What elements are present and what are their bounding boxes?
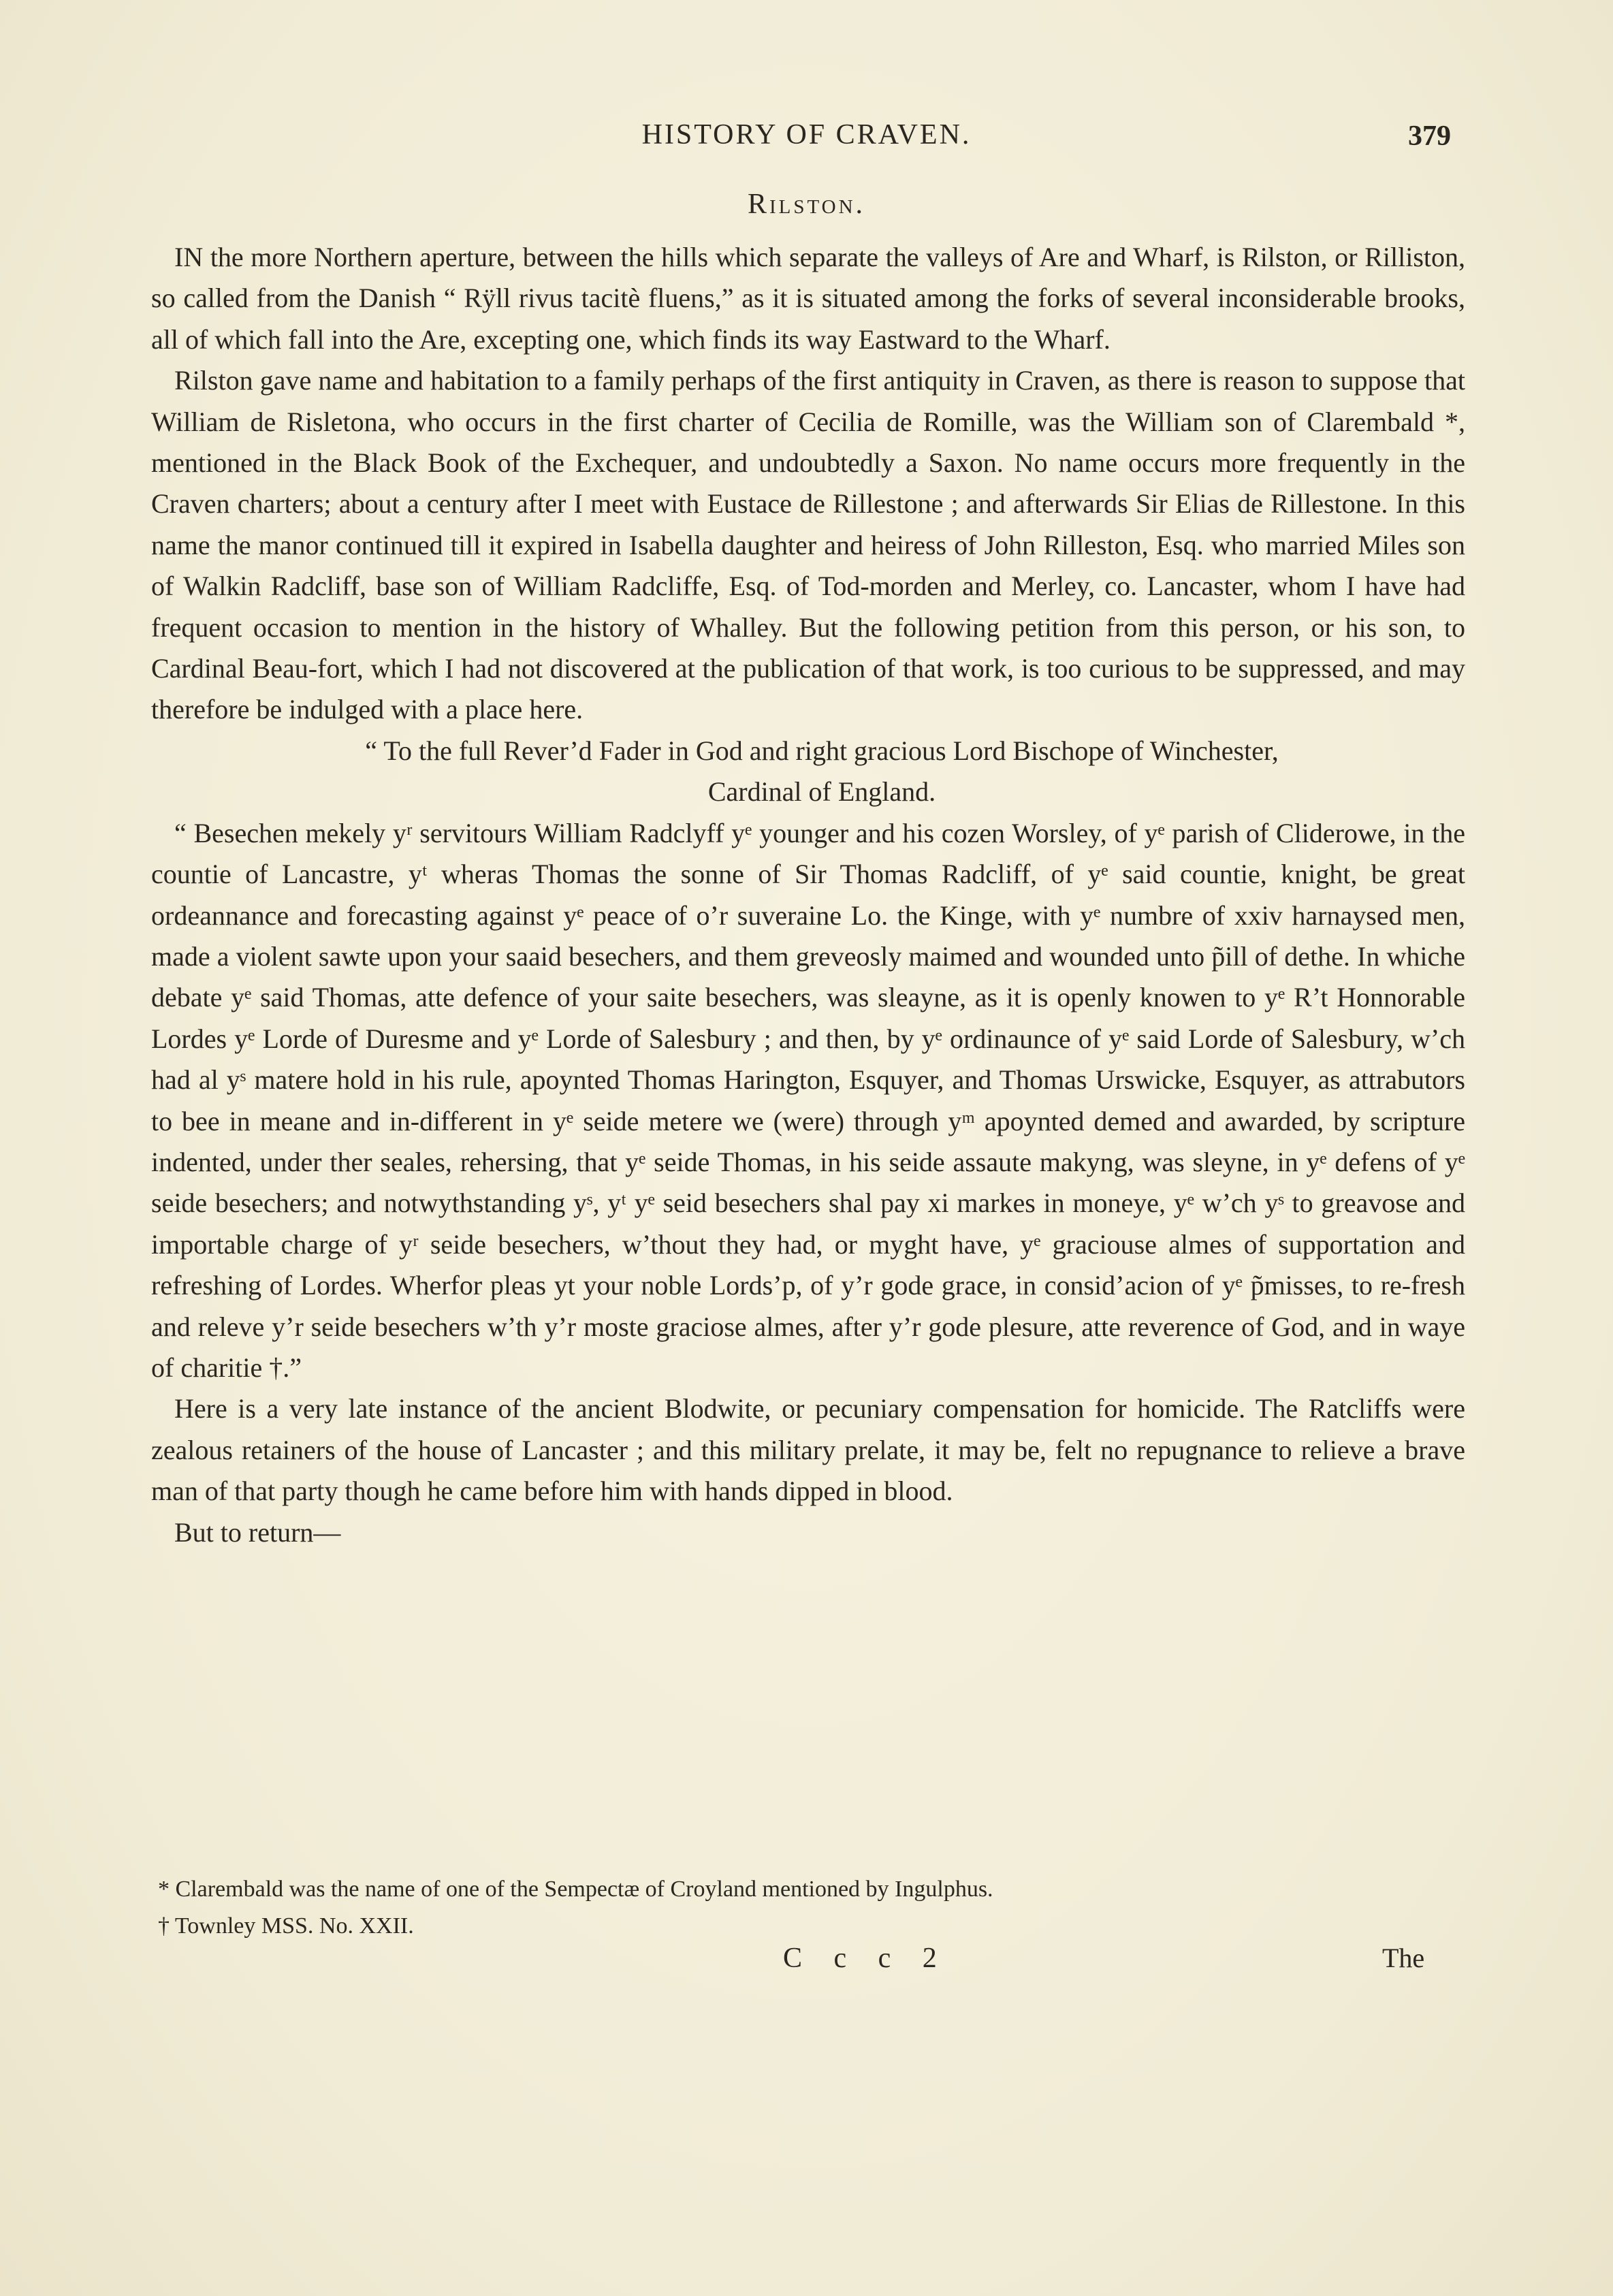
body-text: [151, 237, 1465, 1553]
petition-address-line-2: Cardinal of England.: [707, 776, 936, 808]
paragraph-blodwite: Here is a very late instance of the ancient Blodwite, or pecuniary compensation for homicide. The Ratcliffs were zealous retainers of the house of Lancaster ; and this military prelate, it may be, felt no repugnance to relieve a brave man of that party though he came before him with hands dipped in blood.: [151, 1393, 1465, 1507]
running-head: [0, 114, 1613, 162]
signature-mark: C c c 2: [783, 1943, 949, 1974]
petition-text: “ Besechen mekely yʳ servitours William Radclyff yᵉ younger and his cozen Worsley, of yᵉ parish of Cliderowe, in the countie of Lancastre, yᵗ wheras Thomas the sonne of Sir Thomas Radcliff, of yᵉ said countie, knight, be great ordeannance and forecasting against yᵉ peace of o’r suveraine Lo. the Kinge, with yᵉ numbre of xxiv harnaysed men, made a violent sawte upon your saaid besechers, and them greveosly maimed and wounded unto p̃ill of dethe. In whiche debate yᵉ said Thomas, atte defence of your saite besechers, was sleayne, as it is openly knowen to yᵉ R’t Honnorable Lordes yᵉ Lorde of Duresme and yᵉ Lorde of Salesbury ; and then, by yᵉ ordinaunce of yᵉ said Lorde of Salesbury, w’ch had al yˢ matere hold in his rule, apoynted Thomas Harington, Esquyer, and Thomas Urswicke, Esquyer, as attrabutors to bee in meane and in-different in yᵉ seide metere we (were) through yᵐ apoynted demed and awarded, by scripture indented, under ther seales, rehersing, that yᵉ seide Thomas, in his seide assaute makyng, was sleyne, in yᵉ defens of yᵉ seide besechers; and notwythstanding yˢ, yᵗ yᵉ seid besechers shal pay xi markes in moneye, yᵉ w’ch yˢ to greavose and importable charge of yʳ seide besechers, w’thout they had, or myght have, yᵉ graciouse almes of supportation and refreshing of Lordes. Wherfor pleas yt your noble Lords’p, of y’r gode grace, in consid’acion of yᵉ p̃misses, to re-fresh and releve y’r seide besechers w’th y’r moste graciose almes, after y’r gode plesure, atte reverence of God, and in waye of charitie †.”: [151, 817, 1465, 1383]
section-title: Rilston.: [747, 189, 866, 220]
footnotes: [158, 1871, 1465, 1945]
paragraph-rilston-intro: IN the more Northern aperture, between the hills which separate the valleys of Are and Wharf, is Rilston, or Rilliston, so called from the Danish “ Rÿll rivus tacitè fluens,” as it is situated among the forks of several inconsiderable brooks, all of which fall into the Are, excepting one, which finds its way Eastward to the Wharf.: [151, 242, 1465, 355]
paragraph-rilston-family: Rilston gave name and habitation to a family perhaps of the first antiquity in Craven, as there is reason to suppose that William de Risletona, who occurs in the first charter of Cecilia de Romille, was the William son of Clarembald *, mentioned in the Black Book of the Exchequer, and undoubtedly a Saxon. No name occurs more frequently in the Craven charters; about a century after I meet with Eustace de Rillestone ; and afterwards Sir Elias de Rillestone. In this name the manor continued till it expired in Isabella daughter and heiress of John Rilleston, Esq. who married Miles son of Walkin Radcliff, base son of William Radcliffe, Esq. of Tod-morden and Merley, co. Lancaster, whom I have had frequent occasion to mention in the history of Whalley. But the following petition from this person, or his son, to Cardinal Beau-fort, which I had not discovered at the publication of that work, is too curious to be suppressed, and may therefore be indulged with a place here.: [151, 365, 1465, 725]
footnote-dagger: † Townley MSS. No. XXII.: [158, 1913, 414, 1939]
catchword: The: [1382, 1943, 1425, 1973]
footnote-star: * Clarembald was the name of one of the Sempectæ of Croyland mentioned by Ingulphus.: [158, 1877, 993, 1902]
running-title: HISTORY OF CRAVEN.: [641, 119, 972, 150]
petition-address-line-1: “ To the full Rever’d Fader in God and right gracious Lord Bischope of Winchester,: [365, 735, 1279, 766]
page-number: 379: [1408, 121, 1451, 152]
paragraph-but-to-return: But to return—: [174, 1516, 341, 1548]
